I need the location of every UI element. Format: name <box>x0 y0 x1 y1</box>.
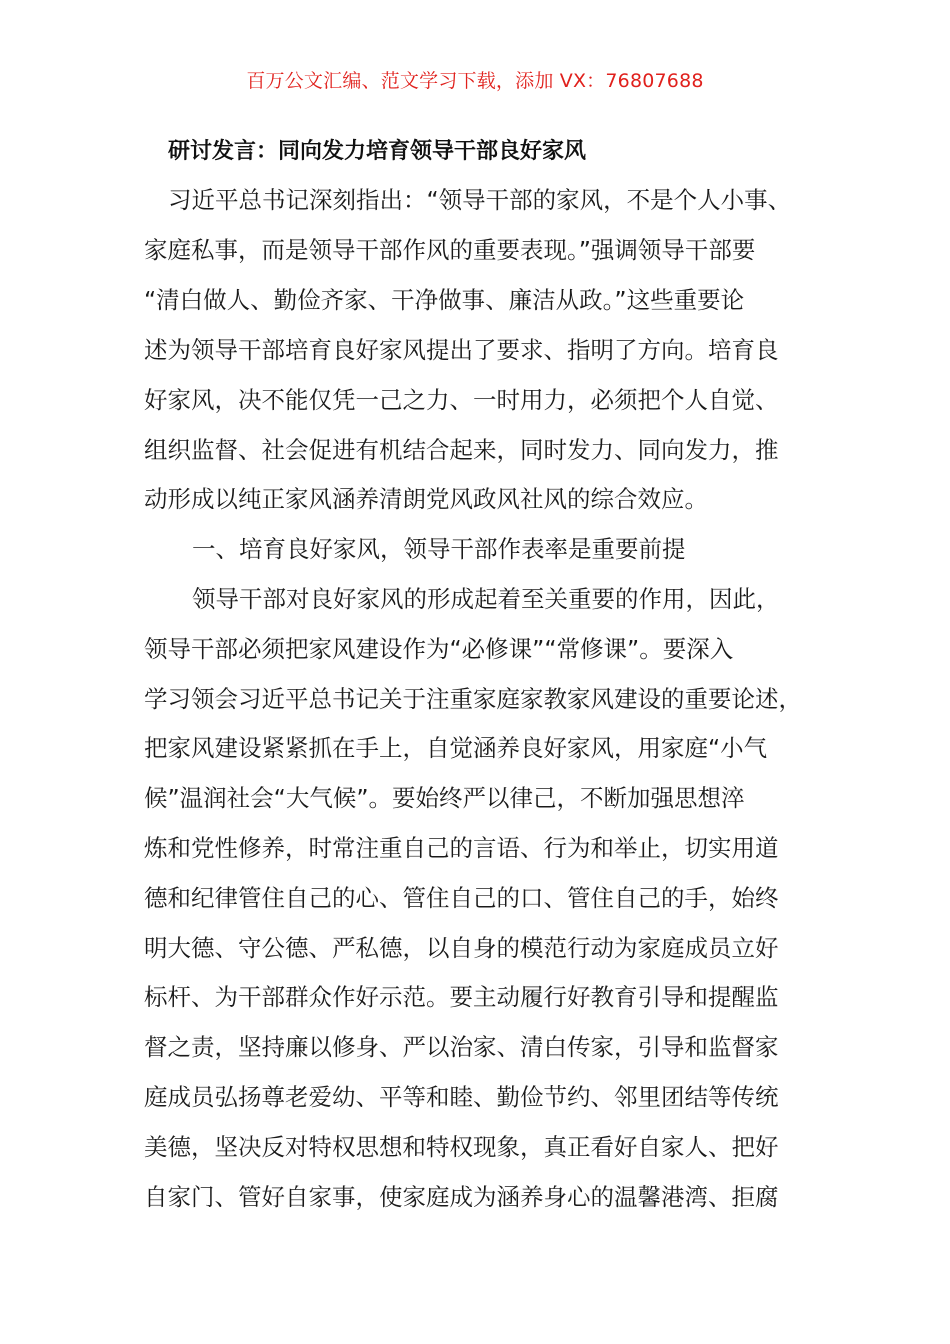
body-line: 学习领会习近平总书记关于注重家庭家教家风建设的重要论述， <box>144 685 802 713</box>
body-line: 炼和党性修养，时常注重自己的言语、行为和举止，切实用道 <box>144 834 779 862</box>
body-line: 家庭私事，而是领导干部作风的重要表现。”强调领导干部要 <box>144 236 756 264</box>
body-line: 习近平总书记深刻指出：“领导干部的家风，不是个人小事、 <box>168 186 792 214</box>
body-line: 动形成以纯正家风涵养清朗党风政风社风的综合效应。 <box>144 485 708 513</box>
body-line: 述为领导干部培育良好家风提出了要求、指明了方向。培育良 <box>144 336 779 364</box>
body-line: 标杆、为干部群众作好示范。要主动履行好教育引导和提醒监 <box>144 983 779 1011</box>
body-line: 组织监督、社会促进有机结合起来，同时发力、同向发力，推 <box>144 436 779 464</box>
body-line: 领导干部必须把家风建设作为“必修课”“常修课”。要深入 <box>144 635 734 663</box>
document-title: 研讨发言：同向发力培育领导干部良好家风 <box>168 139 587 164</box>
body-line: 德和纪律管住自己的心、管住自己的口、管住自己的手，始终 <box>144 884 779 912</box>
body-line: 明大德、守公德、严私德，以自身的模范行动为家庭成员立好 <box>144 934 779 962</box>
section-heading: 一、培育良好家风，领导干部作表率是重要前提 <box>192 535 686 563</box>
body-line: “清白做人、勤俭齐家、干净做事、廉洁从政。”这些重要论 <box>144 286 745 314</box>
header-banner: 百万公文汇编、范文学习下载，添加 VX：76807688 <box>246 70 704 92</box>
body-line: 好家风，决不能仅凭一己之力、一时用力，必须把个人自觉、 <box>144 386 779 414</box>
body-line: 庭成员弘扬尊老爱幼、平等和睦、勤俭节约、邻里团结等传统 <box>144 1083 779 1111</box>
body-line: 领导干部对良好家风的形成起着至关重要的作用，因此， <box>192 585 780 613</box>
body-line: 美德，坚决反对特权思想和特权现象，真正看好自家人、把好 <box>144 1133 779 1161</box>
body-line: 把家风建设紧紧抓在手上，自觉涵养良好家风，用家庭“小气 <box>144 734 768 762</box>
body-line: 候”温润社会“大气候”。要始终严以律己，不断加强思想淬 <box>144 784 745 812</box>
body-line: 督之责，坚持廉以修身、严以治家、清白传家，引导和监督家 <box>144 1033 779 1061</box>
body-line: 自家门、管好自家事，使家庭成为涵养身心的温馨港湾、拒腐 <box>144 1183 779 1211</box>
